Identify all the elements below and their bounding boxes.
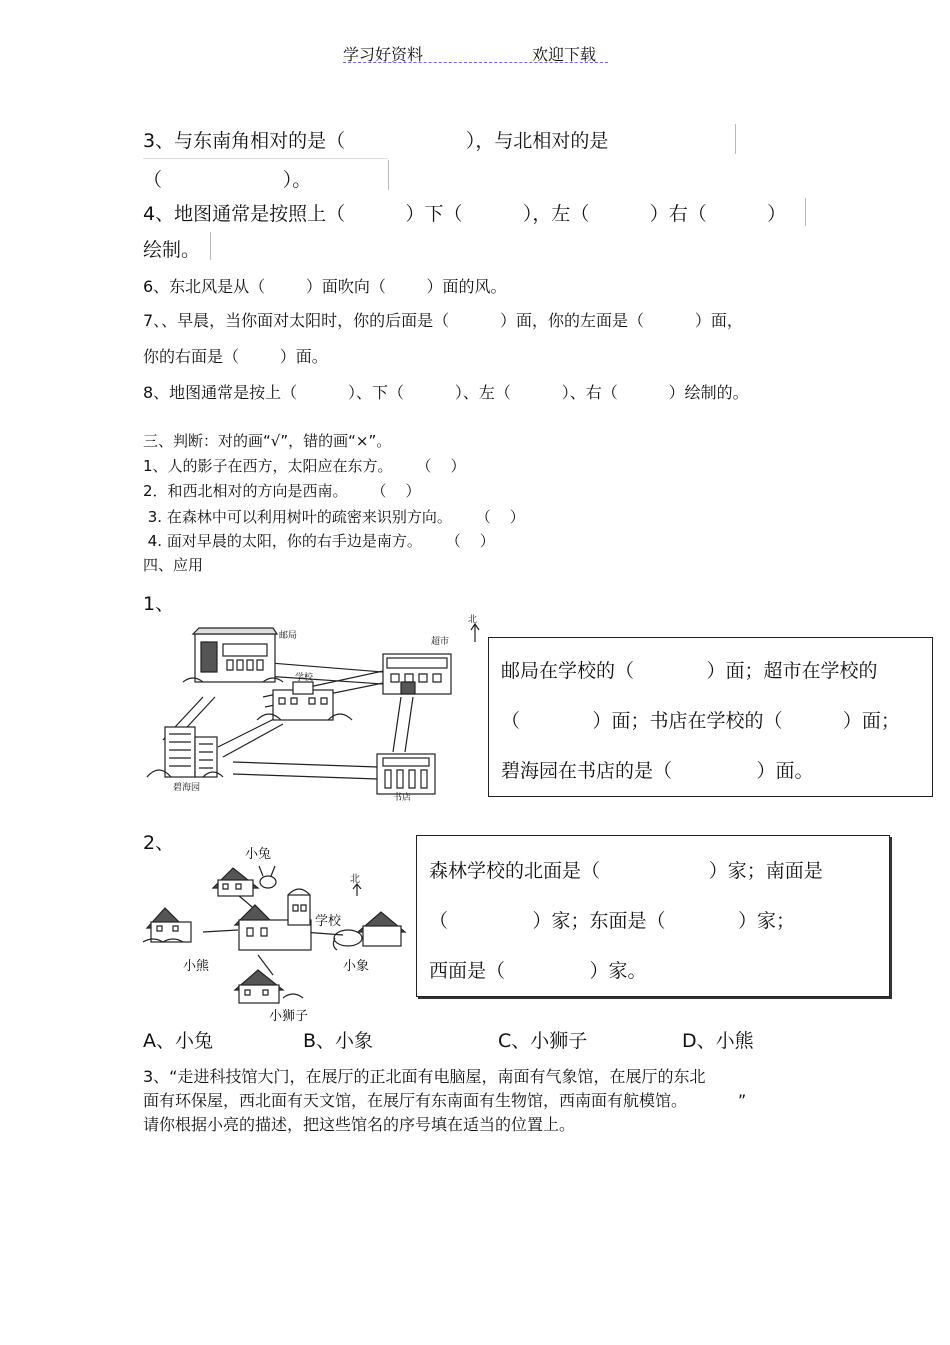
forest-school-building bbox=[235, 889, 311, 950]
map-label-north: 北 bbox=[468, 615, 478, 625]
answer-box-2 bbox=[416, 835, 890, 997]
apartment-building bbox=[147, 727, 223, 777]
answer-box-2-line: （ ）家；东面是（ ）家； bbox=[429, 910, 796, 932]
bear-house bbox=[143, 908, 191, 942]
choice-a: A、小兔 bbox=[143, 1030, 213, 1052]
header-divider bbox=[343, 62, 608, 63]
answer-box-1-line: 碧海园在书店的是（ ）面。 bbox=[501, 760, 814, 782]
map-label-bear: 小熊 bbox=[183, 959, 210, 974]
answer-box-1 bbox=[488, 637, 933, 797]
post-office-building bbox=[183, 628, 283, 682]
question-7-line2: 你的右面是（ ）面。 bbox=[143, 347, 328, 366]
rabbit-house bbox=[213, 866, 276, 896]
elephant-house bbox=[333, 912, 405, 950]
road bbox=[233, 762, 378, 779]
supermarket-building bbox=[383, 654, 451, 694]
answer-box-2-line: 西面是（ ）家。 bbox=[429, 960, 647, 982]
text-frame-edge bbox=[388, 160, 389, 190]
text-frame-edge bbox=[805, 198, 806, 226]
map-label-supermarket: 超市 bbox=[431, 637, 450, 647]
judge-item: 4. 面对早晨的太阳，你的右手边是南方。 （ ） bbox=[143, 532, 495, 550]
choice-b: B、小象 bbox=[303, 1030, 374, 1052]
apply-question-3-line: 3、“走进科技馆大门，在展厅的正北面有电脑屋，南面有气象馆，在展厅的东北 bbox=[143, 1067, 706, 1086]
question-3-line2: （ ）。 bbox=[143, 169, 312, 191]
town-map-illustration bbox=[143, 612, 488, 802]
question-6: 6、东北风是从（ ）面吹向（ ）面的风。 bbox=[143, 277, 507, 296]
map-label-north: 北 bbox=[350, 874, 360, 885]
road bbox=[393, 697, 413, 752]
map-label-bookstore: 书店 bbox=[393, 793, 412, 802]
question-7-line1: 7、、早晨，当你面对太阳时，你的后面是（ ）面，你的左面是（ ）面， bbox=[143, 311, 743, 330]
judge-item: 2．和西北相对的方向是西南。 （ ） bbox=[143, 482, 421, 500]
judge-item: 3. 在森林中可以利用树叶的疏密来识别方向。 （ ） bbox=[143, 508, 525, 526]
map-label-lion: 小狮子 bbox=[269, 1009, 309, 1024]
question-4-line1: 4、地图通常是按照上（ ）下（ ），左（ ）右（ ） bbox=[143, 203, 787, 225]
question-8: 8、地图通常是按上（ ）、下（ ）、左（ ）、右（ ）绘制的。 bbox=[143, 383, 749, 402]
apply-question-2-number: 2、 bbox=[143, 832, 175, 854]
choice-c: C、小狮子 bbox=[498, 1030, 588, 1052]
apply-section-title: 四、应用 bbox=[143, 556, 204, 574]
judge-item: 1、人的影子在西方，太阳应在东方。 （ ） bbox=[143, 457, 466, 475]
map-label-post-office: 邮局 bbox=[279, 631, 298, 641]
lion-house bbox=[235, 970, 303, 1003]
answer-box-1-line: 邮局在学校的（ ）面；超市在学校的 bbox=[501, 660, 878, 682]
forest-map-illustration bbox=[143, 840, 413, 1025]
map-label-elephant: 小象 bbox=[343, 959, 370, 974]
apply-question-1-number: 1、 bbox=[143, 593, 175, 615]
choice-d: D、小熊 bbox=[682, 1030, 754, 1052]
north-arrow bbox=[353, 884, 361, 896]
text-frame-edge bbox=[735, 124, 736, 154]
question-4-line2: 绘制。 bbox=[143, 239, 201, 261]
apply-question-3-line: 面有环保屋，西北面有天文馆，在展厅有东南面有生物馆，西南面有航模馆。 ” bbox=[143, 1091, 747, 1110]
road bbox=[218, 717, 283, 757]
map-label-rabbit: 小兔 bbox=[245, 847, 272, 862]
header-right: 欢迎下载 bbox=[532, 45, 597, 64]
map-label-school: 学校 bbox=[315, 914, 342, 929]
school-building bbox=[257, 682, 352, 720]
judge-section-title: 三、判断：对的画“√”，错的画“×”。 bbox=[143, 432, 392, 450]
header-left: 学习好资料 bbox=[343, 45, 424, 64]
north-arrow bbox=[471, 624, 479, 642]
map-label-bihaiyuan: 碧海园 bbox=[173, 783, 201, 793]
answer-box-2-line: 森林学校的北面是（ ）家；南面是 bbox=[429, 860, 823, 882]
map-label-school: 学校 bbox=[295, 673, 314, 683]
apply-question-3-line: 请你根据小亮的描述，把这些馆名的序号填在适当的位置上。 bbox=[143, 1115, 576, 1134]
text-frame-edge bbox=[210, 232, 211, 260]
question-3-line1: 3、与东南角相对的是（ ），与北相对的是 bbox=[143, 130, 609, 152]
answer-box-1-line: （ ）面；书店在学校的（ ）面； bbox=[501, 710, 900, 732]
bookstore-building bbox=[377, 754, 435, 794]
text-frame-edge bbox=[143, 158, 388, 159]
